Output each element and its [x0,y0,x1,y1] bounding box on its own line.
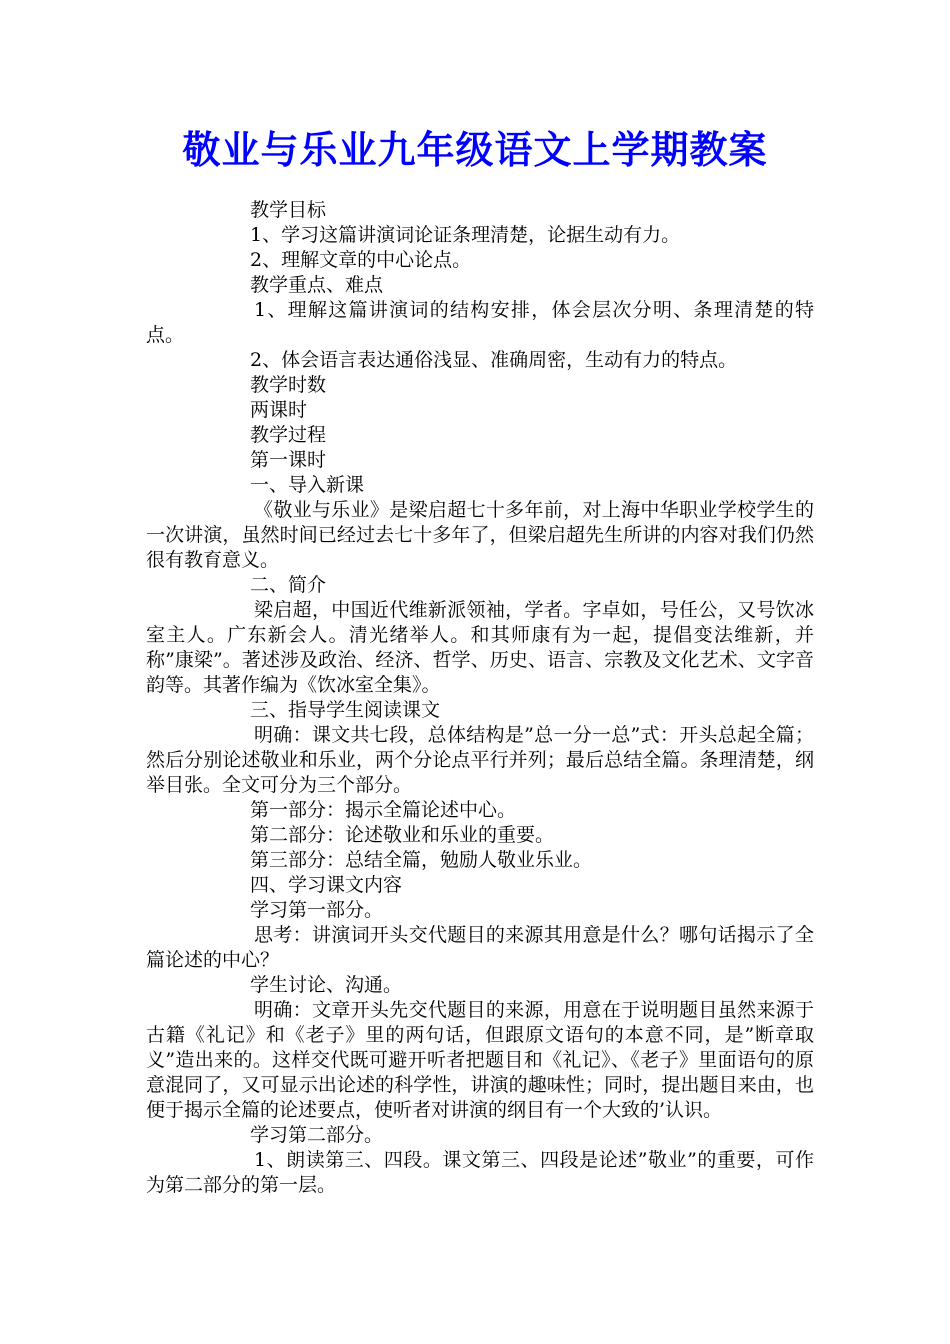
paragraph: 三、指导学生阅读课文 [250,699,441,721]
paragraph: 四、学习课文内容 [250,874,403,896]
paragraph: 1、学习这篇讲演词论证条理清楚，论据生动有力。 [250,224,681,246]
paragraph: 教学目标 [250,199,327,221]
paragraph: 一、导入新课 [250,474,365,496]
paragraph: 明确：课文共七段，总体结构是”总一分一总”式：开头总起全篇；然后分别论述敬业和乐业，两个分论点平行并列；最后总结全篇。条理清楚，纲举目张。全文可分为三个部分。 [146,724,814,796]
paragraph: 梁启超，中国近代维新派领袖，学者。字卓如，号任公，又号饮冰室主人。广东新会人。清光绪举人。和其师康有为一起，提倡变法维新，并称”康梁”。著述涉及政治、经济、哲学、历史、语言、宗教及文化艺术、文字音韵等。其著作编为《饮冰室全集》。 [146,599,814,696]
paragraph: 2、理解文章的中心论点。 [250,249,472,271]
paragraph: 二、简介 [250,574,327,596]
paragraph: 2、体会语言表达通俗浅显、准确周密，生动有力的特点。 [250,349,738,371]
paragraph: 学习第二部分。 [250,1124,384,1146]
paragraph: 第三部分：总结全篇，勉励人敬业乐业。 [250,849,593,871]
paragraph: 第一课时 [250,449,327,471]
paragraph: 思考：讲演词开头交代题目的来源其用意是什么？哪句话揭示了全篇论述的中心？ [146,924,814,971]
paragraph: 第一部分：揭示全篇论述中心。 [250,799,517,821]
paragraph: 第二部分：论述敬业和乐业的重要。 [250,824,555,846]
paragraph: 教学重点、难点 [250,274,384,296]
paragraph: 学习第一部分。 [250,899,384,921]
document-body [146,198,814,1198]
paragraph: 1、理解这篇讲演词的结构安排，体会层次分明、条理清楚的特点。 [146,299,814,346]
paragraph: 教学时数 [250,374,327,396]
paragraph: 明确：文章开头先交代题目的来源，用意在于说明题目虽然来源于古籍《礼记》和《老子》里的两句话，但跟原文语句的本意不同，是”断章取义”造出来的。这样交代既可避开听者把题目和《礼记》、《老子》里面语句的原意混同了，又可显示出论述的科学性，讲演的趣味性；同时，提出题目来由，也便于揭示全篇的论述要点，使听者对讲演的纲目有一个大致的’认识。 [146,999,814,1121]
paragraph: 两课时 [250,399,308,421]
paragraph: 1、朗读第三、四段。课文第三、四段是论述”敬业”的重要，可作为第二部分的第一层。 [146,1149,814,1196]
paragraph: 《敬业与乐业》是梁启超七十多年前，对上海中华职业学校学生的一次讲演，虽然时间已经过去七十多年了，但梁启超先生所讲的内容对我们仍然很有教育意义。 [146,499,814,571]
document-title: 敬业与乐业九年级语文上学期教案 [182,128,768,172]
paragraph: 教学过程 [250,424,327,446]
paragraph: 学生讨论、沟通。 [250,974,403,996]
